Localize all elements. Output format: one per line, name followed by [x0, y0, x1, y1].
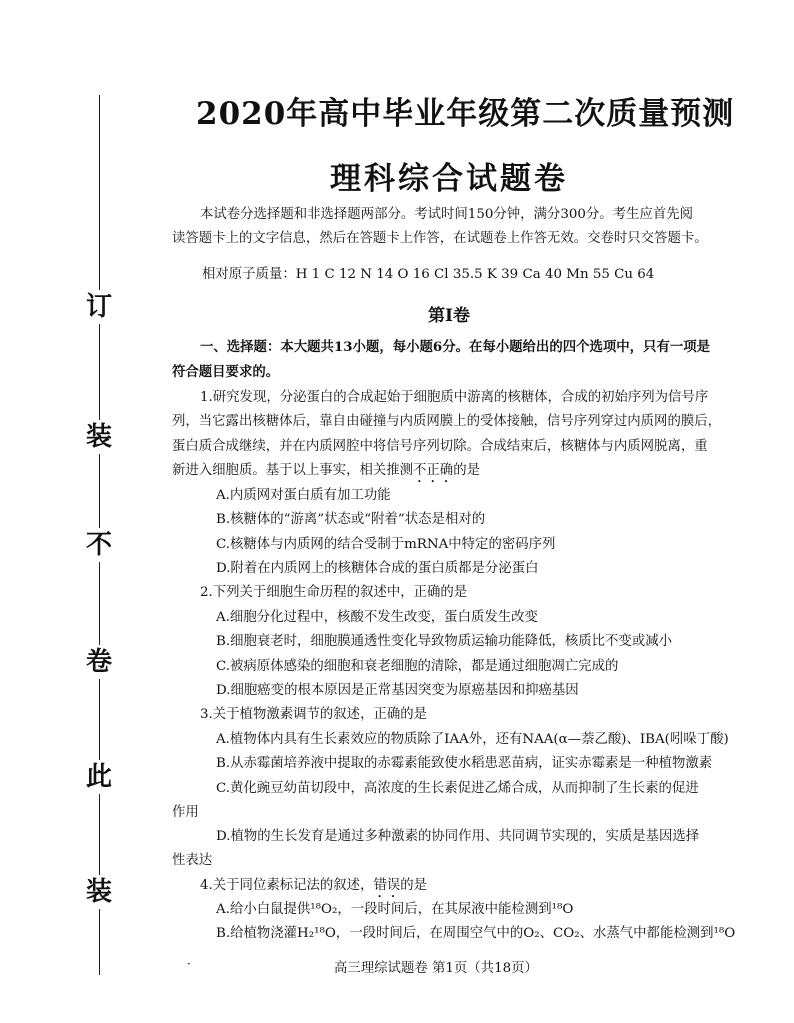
q4-stem — [200, 877, 427, 901]
section-title: 第Ⅰ卷 — [428, 306, 470, 326]
q2-option-a: A.细胞分化过程中，核酸不发生改变，蛋白质发生改变 — [216, 610, 538, 625]
q2-option-d: D.细胞癌变的根本原因是正常基因突变为原癌基因和抑癌基因 — [216, 683, 579, 698]
q1-emphasis: 不正确 — [413, 463, 454, 478]
q1-option-c: C.核糖体与内质网的结合受制于mRNA中特定的密码序列 — [216, 537, 556, 552]
intro-line-2: 读答题卡上的文字信息，然后在答题卡上作答，在试题卷上作答无效。交卷时只交答题卡。 — [172, 231, 708, 246]
page-footer: 高三理综试题卷 第1页（共18页） — [334, 961, 538, 976]
section-instructions-line-2: 符合题目要求的。 — [172, 364, 280, 380]
q1-stem-line-4-c: 的是 — [453, 463, 480, 478]
binding-char-ci: 此 — [82, 760, 116, 794]
q3-option-d-line-1: D.植物的生长发育是通过多种激素的协同作用、共同调节实现的，实质是基因选择 — [216, 829, 700, 844]
page-title: 2020年高中毕业年级第二次质量预测 — [196, 96, 735, 132]
q2-option-c: C.被病原体感染的细胞和衰老细胞的清除，都是通过细胞凋亡完成的 — [216, 659, 619, 674]
q1-option-d: D.附着在内质网上的核糖体合成的蛋白质都是分泌蛋白 — [216, 561, 539, 576]
binding-char-ding: 订 — [82, 290, 116, 324]
footer-dot: · — [187, 957, 191, 971]
page-subtitle: 理科综合试题卷 — [330, 161, 568, 197]
q1-stem-line-1: 1.研究发现，分泌蛋白的合成起始于细胞质中游离的核糖体，合成的初始序列为信号序 — [200, 390, 709, 405]
section-instructions-line-1: 一、选择题：本大题共13小题，每小题6分。在每小题给出的四个选项中，只有一项是 — [200, 339, 711, 355]
atomic-mass-line: 相对原子质量：H 1 C 12 N 14 O 16 Cl 35.5 K 39 Ca 40 Mn 55 Cu 64 — [202, 267, 655, 282]
binding-char-bu: 不 — [82, 528, 116, 562]
q1-option-a: A.内质网对蛋白质有加工功能 — [216, 488, 391, 503]
intro-line-1: 本试卷分选择题和非选择题两部分。考试时间150分钟，满分300分。考生应首先阅 — [200, 207, 694, 222]
binding-char-zhuang: 装 — [82, 420, 116, 454]
q2-stem: 2.下列关于细胞生命历程的叙述中，正确的是 — [200, 585, 468, 600]
q4-option-a: A.给小白鼠提供¹⁸O₂，一段时间后，在其尿液中能检测到¹⁸O — [216, 902, 574, 917]
q1-stem-line-2: 列，当它露出核糖体后，靠自由碰撞与内质网膜上的受体接触，信号序列穿过内质网的膜后， — [172, 414, 722, 429]
q4-option-b: B.给植物浇灌H₂¹⁸O，一段时间后，在周围空气中的O₂、CO₂、水蒸气中都能检测到¹⁸O — [216, 926, 736, 941]
q3-option-a: A.植物体内具有生长素效应的物质除了IAA外，还有NAA(α—萘乙酸)、IBA(吲哚丁酸) — [216, 732, 729, 747]
q1-stem-line-4-a: 新进入细胞质。基于以上事实，相关推测 — [172, 463, 414, 478]
q4-stem-a: 4.关于同位素标记法的叙述， — [200, 878, 374, 893]
q1-stem-line-3: 蛋白质合成继续，并在内质网腔中将信号序列切除。合成结束后，核糖体与内质网脱离，重 — [172, 439, 708, 454]
q1-stem-line-4 — [172, 462, 480, 486]
q2-option-b: B.细胞衰老时，细胞膜通透性变化导致物质运输功能降低，核质比不变或减小 — [216, 634, 672, 649]
binding-char-zhuang-2: 装 — [82, 875, 116, 909]
q3-option-c-line-2: 作用 — [172, 805, 199, 820]
q1-option-b: B.核糖体的“游离”状态或“附着”状态是相对的 — [216, 512, 486, 527]
q3-option-c-line-1: C.黄化豌豆幼苗切段中，高浓度的生长素促进乙烯合成，从而抑制了生长素的促进 — [216, 781, 699, 796]
q4-stem-c: 的是 — [400, 878, 428, 893]
q3-option-d-line-2: 性表达 — [172, 853, 213, 868]
q3-stem: 3.关于植物激素调节的叙述，正确的是 — [200, 707, 428, 722]
q4-emphasis: 错误 — [373, 878, 401, 893]
binding-char-juan: 卷 — [82, 645, 116, 679]
q3-option-b: B.从赤霉菌培养液中提取的赤霉素能致使水稻患恶苗病，证实赤霉素是一种植物激素 — [216, 756, 713, 771]
